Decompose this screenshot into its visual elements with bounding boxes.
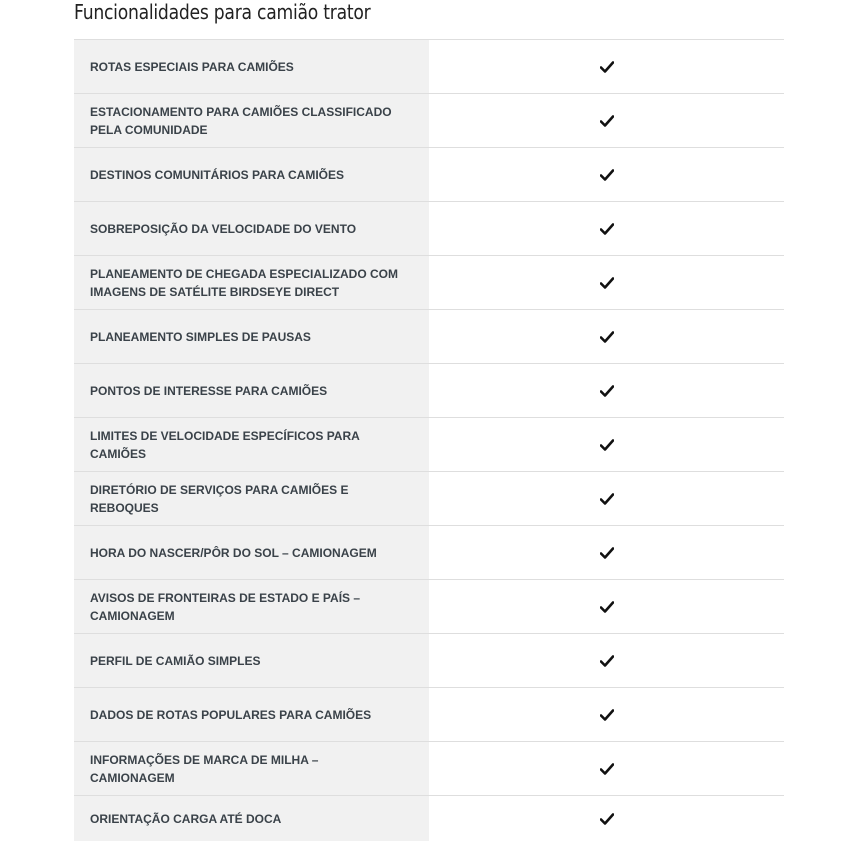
availability-cell <box>429 634 784 687</box>
availability-cell <box>429 526 784 579</box>
feature-name-cell <box>74 634 429 687</box>
table-row <box>74 742 784 796</box>
feature-label: LIMITES DE VELOCIDADE ESPECÍFICOS PARA CAMIÕES <box>90 428 360 461</box>
table-row <box>74 418 784 472</box>
feature-label: PLANEAMENTO DE CHEGADA ESPECIALIZADO COM IMAGENS DE SATÉLITE BIRDSEYE DIRECT <box>90 266 399 299</box>
feature-label: DESTINOS COMUNITÁRIOS PARA CAMIÕES <box>90 167 345 182</box>
feature-label: DADOS DE ROTAS POPULARES PARA CAMIÕES <box>90 707 372 722</box>
table-row <box>74 634 784 688</box>
availability-cell <box>429 202 784 255</box>
checkmark-icon <box>600 331 614 343</box>
checkmark-icon <box>600 277 614 289</box>
table-row <box>74 310 784 364</box>
availability-cell <box>429 364 784 417</box>
availability-cell <box>429 796 784 841</box>
checkmark-icon <box>600 709 614 721</box>
feature-label: HORA DO NASCER/PÔR DO SOL – CAMIONAGEM <box>90 545 377 560</box>
table-row <box>74 94 784 148</box>
availability-cell <box>429 418 784 471</box>
feature-name-cell <box>74 364 429 417</box>
checkmark-icon <box>600 385 614 397</box>
checkmark-icon <box>600 115 614 127</box>
feature-name-cell <box>74 310 429 363</box>
feature-label: PLANEAMENTO SIMPLES DE PAUSAS <box>90 329 311 344</box>
feature-name-cell <box>74 256 429 309</box>
table-row <box>74 202 784 256</box>
availability-cell <box>429 40 784 93</box>
feature-name-cell <box>74 418 429 471</box>
table-row <box>74 256 784 310</box>
table-row <box>74 580 784 634</box>
table-row <box>74 40 784 94</box>
table-row <box>74 148 784 202</box>
table-row <box>74 688 784 742</box>
availability-cell <box>429 148 784 201</box>
table-row <box>74 472 784 526</box>
checkmark-icon <box>600 223 614 235</box>
feature-label: INFORMAÇÕES DE MARCA DE MILHA – CAMIONAGEM <box>90 752 319 785</box>
checkmark-icon <box>600 61 614 73</box>
checkmark-icon <box>600 763 614 775</box>
table-row <box>74 796 784 841</box>
feature-name-cell <box>74 580 429 633</box>
checkmark-icon <box>600 169 614 181</box>
feature-name-cell <box>74 202 429 255</box>
availability-cell <box>429 94 784 147</box>
feature-name-cell <box>74 472 429 525</box>
section-title: Funcionalidades para camião trator <box>74 0 371 24</box>
feature-name-cell <box>74 526 429 579</box>
availability-cell <box>429 580 784 633</box>
availability-cell <box>429 472 784 525</box>
feature-label: AVISOS DE FRONTEIRAS DE ESTADO E PAÍS – CAMIONAGEM <box>90 590 361 623</box>
checkmark-icon <box>600 655 614 667</box>
checkmark-icon <box>600 601 614 613</box>
checkmark-icon <box>600 439 614 451</box>
feature-label: ESTACIONAMENTO PARA CAMIÕES CLASSIFICADO PELA COMUNIDADE <box>90 104 392 137</box>
features-table <box>74 39 784 841</box>
feature-label: ORIENTAÇÃO CARGA ATÉ DOCA <box>90 812 282 826</box>
availability-cell <box>429 688 784 741</box>
availability-cell <box>429 310 784 363</box>
checkmark-icon <box>600 493 614 505</box>
feature-name-cell <box>74 796 429 841</box>
feature-name-cell <box>74 688 429 741</box>
feature-label: PONTOS DE INTERESSE PARA CAMIÕES <box>90 383 328 398</box>
checkmark-icon <box>600 813 614 825</box>
table-row <box>74 364 784 418</box>
feature-name-cell <box>74 40 429 93</box>
availability-cell <box>429 256 784 309</box>
feature-label: DIRETÓRIO DE SERVIÇOS PARA CAMIÕES E REBOQUES <box>90 482 349 515</box>
table-row <box>74 526 784 580</box>
checkmark-icon <box>600 547 614 559</box>
feature-label: ROTAS ESPECIAIS PARA CAMIÕES <box>90 59 294 74</box>
feature-name-cell <box>74 742 429 795</box>
feature-label: PERFIL DE CAMIÃO SIMPLES <box>90 653 261 668</box>
feature-name-cell <box>74 94 429 147</box>
feature-name-cell <box>74 148 429 201</box>
availability-cell <box>429 742 784 795</box>
feature-label: SOBREPOSIÇÃO DA VELOCIDADE DO VENTO <box>90 221 357 236</box>
